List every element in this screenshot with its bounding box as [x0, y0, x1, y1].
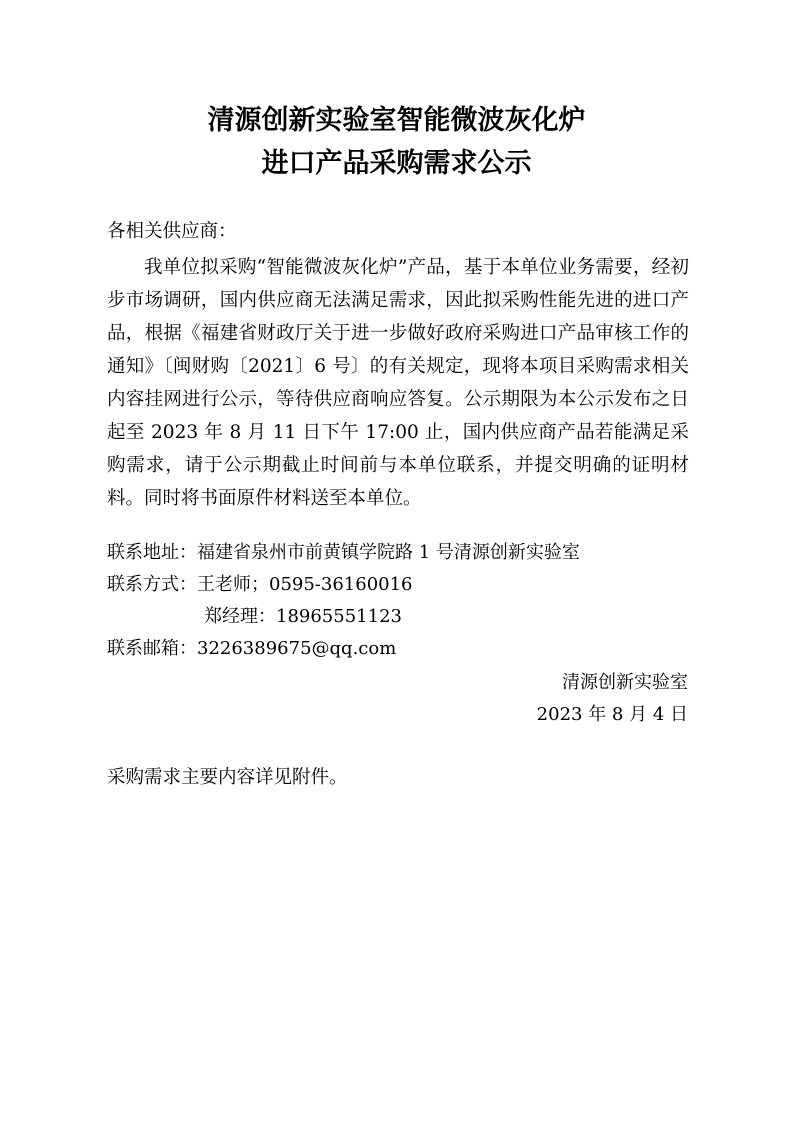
document-title-line-1: 清源创新实验室智能微波灰化炉 — [207, 105, 586, 136]
contact-person-1: 王老师；0595-36160016 — [197, 574, 413, 595]
method-label: 联系方式： — [107, 574, 197, 595]
contact-email-row — [107, 637, 396, 661]
email-value: 3226389675@qq.com — [197, 638, 397, 659]
contact-person-2: 郑经理：18965551123 — [204, 606, 402, 627]
address-label: 联系地址： — [107, 542, 197, 563]
salutation: 各相关供应商： — [107, 221, 237, 242]
contact-address-row — [107, 541, 580, 565]
signature-organization: 清源创新实验室 — [562, 672, 688, 693]
body-paragraph: 我单位拟采购“智能微波灰化炉”产品，基于本单位业务需要，经初步市场调研，国内供应商无法满足需求，因此拟采购性能先进的进口产品，根据《福建省财政厅关于进一步做好政府采购进口产品审核工作的通知》〔闽财购〔2021〕6 号〕的有关规定，现将本项目采购需求相关内容挂网进行公示，等待供应商响应答复。公示期限为本公示发布之日起至 2023 年 8 月 11 日下午 17:00 止，国内供应商产品若能满足采购需求，请于公示期截止时间前与本单位联系，并提交明确的证明材料。同时将书面原件材料送至本单位。 — [107, 257, 689, 509]
signature-date: 2023 年 8 月 4 日 — [536, 704, 688, 725]
contact-method-row — [107, 573, 413, 597]
address-value: 福建省泉州市前黄镇学院路 1 号清源创新实验室 — [197, 542, 580, 563]
email-label: 联系邮箱： — [107, 638, 197, 659]
attachment-note: 采购需求主要内容详见附件。 — [107, 767, 348, 788]
document-title-line-2: 进口产品采购需求公示 — [261, 148, 532, 179]
